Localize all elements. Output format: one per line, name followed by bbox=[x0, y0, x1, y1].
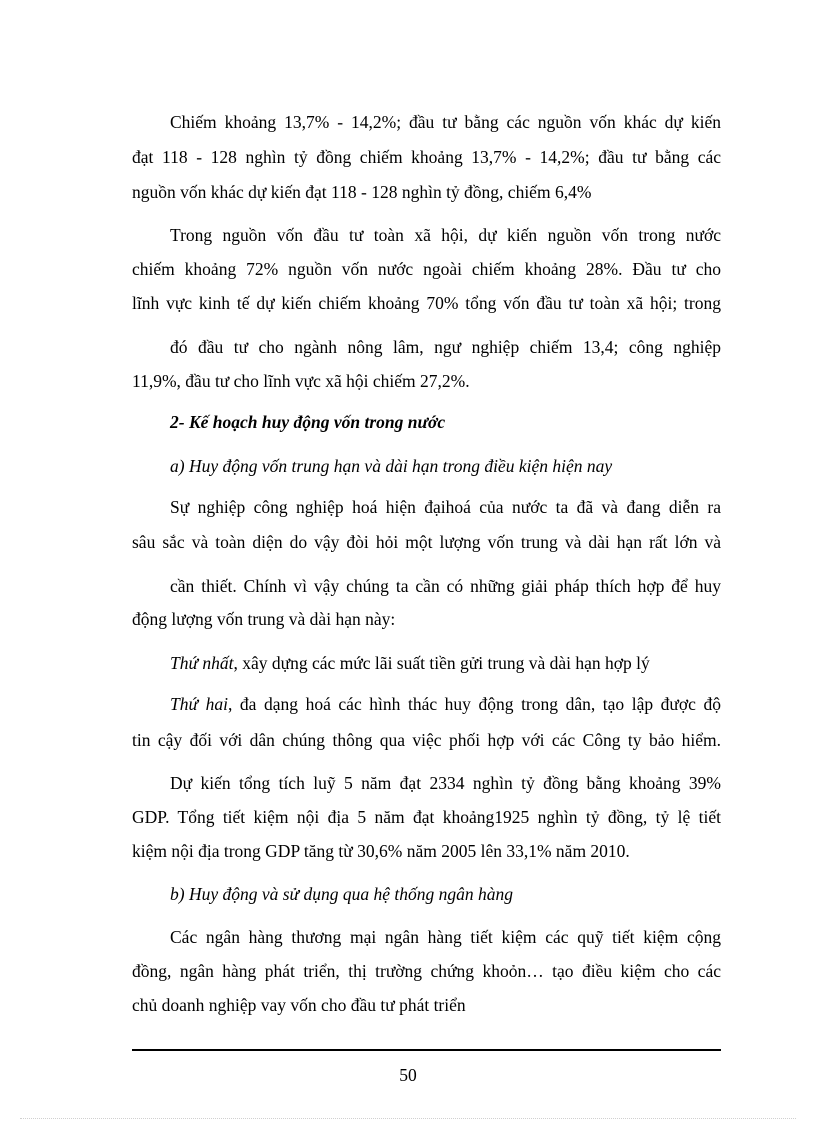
page-bottom-border bbox=[20, 1118, 796, 1119]
second-measure bbox=[170, 693, 721, 715]
subheading-b: b) Huy động và sử dụng qua hệ thống ngân hàng bbox=[170, 884, 513, 904]
footer-rule bbox=[132, 1049, 721, 1051]
paragraph-2-line-2: chiếm khoảng 72% nguồn vốn nước ngoài chiếm khoảng 28%. Đầu tư cho bbox=[132, 259, 721, 279]
first-measure-text: , xây dựng các mức lãi suất tiền gửi trung và dài hạn hợp lý bbox=[233, 653, 650, 673]
paragraph-a2-line-1: cần thiết. Chính vì vậy chúng ta cần có những giải pháp thích hợp để huy bbox=[170, 576, 721, 596]
paragraph-3-line-1: đó đầu tư cho ngành nông lâm, ngư nghiệp chiếm 13,4; công nghiệp bbox=[170, 337, 721, 357]
second-measure-line-2: tin cậy đối với dân chúng thông qua việc phối hợp với các Công ty bảo hiểm. bbox=[132, 730, 721, 750]
forecast-line-2: GDP. Tổng tiết kiệm nội địa 5 năm đạt khoảng1925 nghìn tỷ đồng, tỷ lệ tiết bbox=[132, 807, 721, 827]
forecast-line-1: Dự kiến tổng tích luỹ 5 năm đạt 2334 nghìn tỷ đồng bằng khoảng 39% bbox=[170, 773, 721, 793]
paragraph-1-line-3: nguồn vốn khác dự kiến đạt 118 - 128 nghìn tỷ đồng, chiếm 6,4% bbox=[132, 182, 592, 202]
paragraph-2-line-3: lĩnh vực kinh tế dự kiến chiếm khoảng 70% tổng vốn đầu tư toàn xã hội; trong bbox=[132, 293, 721, 313]
paragraph-a2-line-2: động lượng vốn trung và dài hạn này: bbox=[132, 609, 396, 629]
forecast-line-3: kiệm nội địa trong GDP tăng từ 30,6% năm 2005 lên 33,1% năm 2010. bbox=[132, 841, 630, 861]
paragraph-1-line-1: Chiếm khoảng 13,7% - 14,2%; đầu tư bằng các nguồn vốn khác dự kiến bbox=[170, 112, 721, 132]
first-measure-label: Thứ nhất bbox=[170, 653, 234, 673]
paragraph-2-line-1: Trong nguồn vốn đầu tư toàn xã hội, dự kiến nguồn vốn trong nước bbox=[170, 225, 721, 245]
subheading-a: a) Huy động vốn trung hạn và dài hạn trong điều kiện hiện nay bbox=[170, 456, 613, 476]
paragraph-b-line-3: chủ doanh nghiệp vay vốn cho đầu tư phát triển bbox=[132, 995, 466, 1015]
section-heading: 2- Kế hoạch huy động vốn trong nước bbox=[170, 412, 446, 432]
paragraph-3-line-2: 11,9%, đầu tư cho lĩnh vực xã hội chiếm 27,2%. bbox=[132, 371, 470, 391]
paragraph-a1-line-1: Sự nghiệp công nghiệp hoá hiện đạihoá của nước ta đã và đang diễn ra bbox=[170, 497, 721, 517]
paragraph-1-line-2: đạt 118 - 128 nghìn tỷ đồng chiếm khoảng 13,7% - 14,2%; đầu tư bằng các bbox=[132, 147, 721, 167]
first-measure bbox=[170, 652, 650, 674]
paragraph-b-line-2: đồng, ngân hàng phát triển, thị trường chứng khoỏn… tạo điều kiệm cho các bbox=[132, 961, 721, 981]
paragraph-b-line-1: Các ngân hàng thương mại ngân hàng tiết kiệm các quỹ tiết kiệm cộng bbox=[170, 927, 721, 947]
second-measure-text: , đa dạng hoá các hình thác huy động trong dân, tạo lập được độ bbox=[227, 694, 722, 714]
second-measure-label: Thứ hai bbox=[170, 694, 228, 714]
paragraph-a1-line-2: sâu sắc và toàn diện do vậy đòi hỏi một lượng vốn trung và dài hạn rất lớn và bbox=[132, 532, 721, 552]
page-number: 50 bbox=[399, 1065, 417, 1085]
